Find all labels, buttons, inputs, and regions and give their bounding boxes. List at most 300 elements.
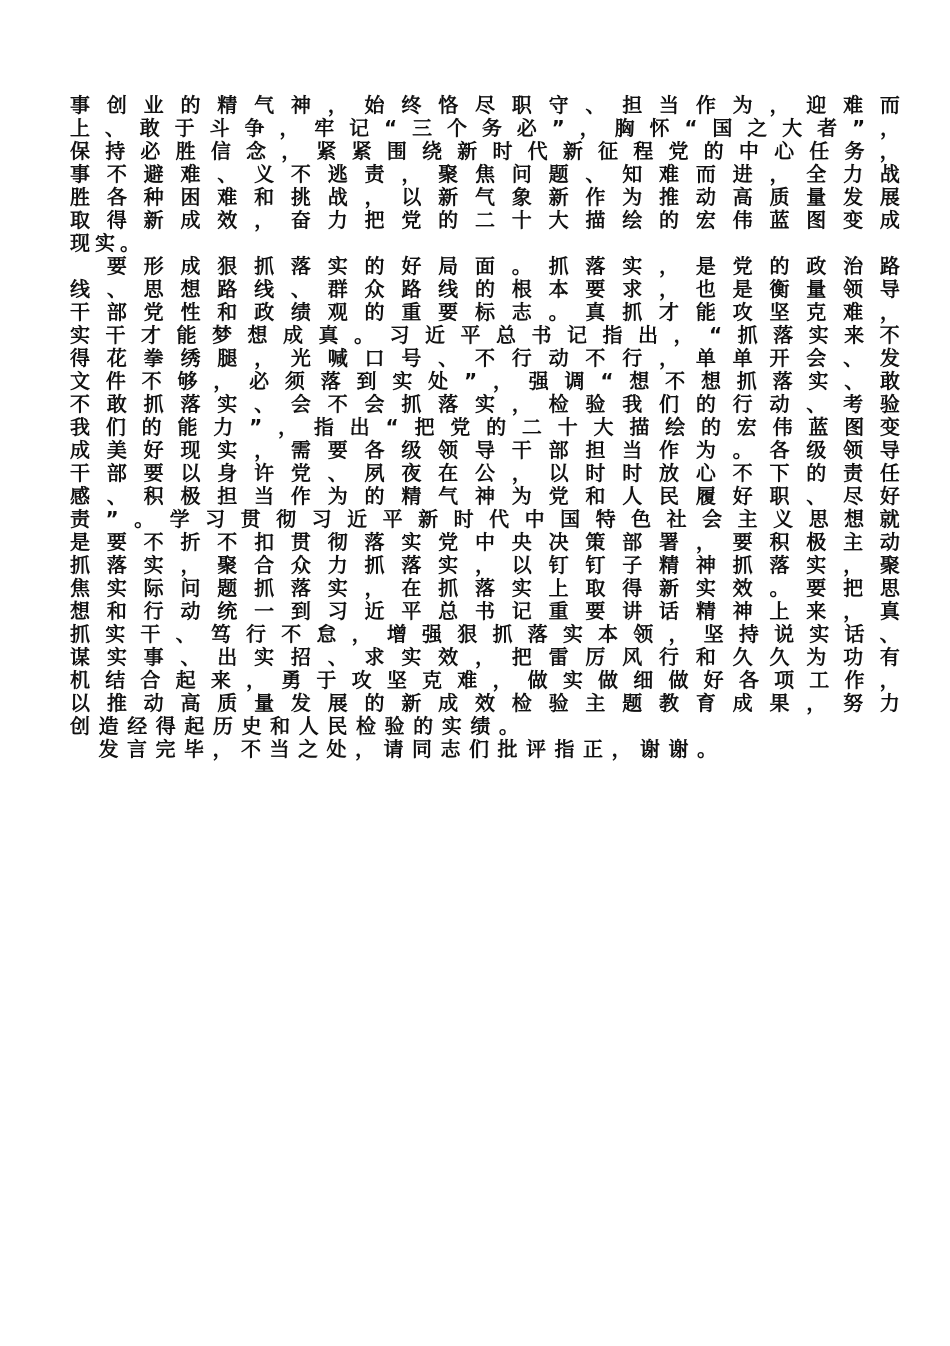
text-glyph: 造: [98, 714, 119, 738]
text-glyph: 导: [474, 438, 495, 462]
text-glyph: 各: [106, 185, 127, 209]
text-glyph: 新: [418, 507, 439, 531]
text-glyph: 好: [732, 484, 753, 508]
text-glyph: 主: [585, 691, 606, 715]
text-glyph: 落: [364, 530, 385, 554]
text-line: [70, 554, 900, 577]
text-glyph: 行: [622, 346, 643, 370]
text-glyph: 高: [180, 691, 201, 715]
text-glyph: 近: [347, 507, 368, 531]
text-glyph: 发: [290, 691, 311, 715]
text-glyph: 、: [327, 645, 348, 669]
text-glyph: 才: [659, 300, 679, 324]
text-glyph: 贯: [290, 530, 311, 554]
text-glyph: 领: [843, 277, 864, 301]
text-glyph: 以: [70, 691, 90, 715]
text-glyph: 际: [143, 576, 164, 600]
text-glyph: 要: [732, 530, 753, 554]
text-glyph: 象: [511, 185, 532, 209]
text-glyph: 件: [105, 369, 126, 393]
text-glyph: 神: [474, 484, 495, 508]
text-glyph: 放: [659, 461, 679, 485]
text-glyph: 创: [106, 93, 127, 117]
text-line: [70, 117, 900, 140]
text-line: [70, 416, 900, 439]
text-glyph: 实: [441, 714, 462, 738]
text-glyph: 争: [244, 116, 265, 140]
text-glyph: 动: [879, 530, 900, 554]
text-glyph: 上: [70, 116, 90, 140]
text-glyph: ，: [879, 300, 900, 324]
text-glyph: 履: [695, 484, 716, 508]
text-line: [70, 140, 900, 163]
text-glyph: 把: [511, 645, 532, 669]
text-glyph: 喊: [327, 346, 348, 370]
text-glyph: 成: [180, 208, 201, 232]
text-glyph: 实: [106, 645, 127, 669]
text-glyph: 当: [269, 737, 290, 761]
text-glyph: 行: [511, 346, 532, 370]
text-glyph: 、: [290, 277, 311, 301]
text-glyph: 部: [622, 530, 643, 554]
text-glyph: 不: [241, 737, 261, 761]
text-glyph: 坚: [386, 668, 407, 692]
text-glyph: ，: [843, 599, 864, 623]
text-glyph: 功: [843, 645, 864, 669]
text-glyph: 想: [844, 507, 865, 531]
text-glyph: 史: [241, 714, 262, 738]
text-glyph: 人: [622, 484, 643, 508]
text-glyph: 图: [806, 208, 827, 232]
text-glyph: 想: [629, 369, 650, 393]
text-glyph: 单: [695, 346, 716, 370]
text-glyph: 上: [548, 576, 569, 600]
text-glyph: 务: [844, 139, 865, 163]
text-glyph: 梦: [212, 323, 232, 347]
text-glyph: 为: [806, 645, 827, 669]
text-glyph: 起: [175, 668, 196, 692]
text-glyph: 精: [401, 484, 422, 508]
text-glyph: 量: [806, 185, 827, 209]
text-glyph: 央: [511, 530, 532, 554]
text-glyph: 敢: [139, 116, 160, 140]
text-glyph: 之: [747, 116, 768, 140]
text-glyph: 中: [738, 139, 759, 163]
text-glyph: 为: [622, 185, 643, 209]
text-glyph: 来: [210, 668, 231, 692]
text-glyph: 请: [383, 737, 404, 761]
text-glyph: 实: [474, 392, 495, 416]
text-glyph: 干: [70, 300, 90, 324]
text-glyph: 各: [738, 668, 759, 692]
text-glyph: 要: [438, 300, 459, 324]
text-line: [70, 715, 900, 738]
text-glyph: 做: [527, 668, 548, 692]
text-glyph: 抓: [622, 300, 643, 324]
text-glyph: ，: [659, 254, 679, 278]
text-glyph: 够: [177, 369, 198, 393]
text-glyph: 十: [511, 208, 532, 232]
text-glyph: 指: [313, 415, 334, 439]
text-glyph: 众: [290, 553, 311, 577]
text-glyph: 谋: [70, 645, 90, 669]
text-glyph: 成: [180, 254, 201, 278]
text-glyph: 抓: [737, 323, 758, 347]
text-glyph: 机: [70, 668, 90, 692]
text-line: [70, 324, 900, 347]
text-glyph: 处: [326, 737, 347, 761]
text-glyph: 不: [665, 369, 686, 393]
text-glyph: ，: [769, 93, 790, 117]
text-glyph: 描: [629, 415, 650, 439]
text-glyph: 落: [773, 323, 794, 347]
text-glyph: 斗: [209, 116, 230, 140]
text-glyph: 党: [438, 530, 459, 554]
text-glyph: 观: [327, 300, 348, 324]
text-glyph: 不: [141, 369, 162, 393]
text-glyph: 而: [879, 93, 900, 117]
text-glyph: 伟: [732, 208, 753, 232]
text-glyph: 成: [732, 691, 753, 715]
text-glyph: 力: [213, 415, 234, 439]
text-glyph: 们: [469, 737, 489, 761]
text-glyph: 真: [585, 300, 606, 324]
text-glyph: 把: [843, 576, 864, 600]
text-glyph: 署: [659, 530, 679, 554]
text-glyph: 、: [438, 346, 459, 370]
text-glyph: 毕: [184, 737, 204, 761]
text-glyph: 是: [70, 530, 90, 554]
text-line: [70, 738, 900, 761]
text-glyph: 合: [254, 553, 275, 577]
text-line: [70, 577, 900, 600]
text-glyph: 的: [769, 254, 790, 278]
text-glyph: [70, 255, 90, 278]
text-glyph: 以: [401, 185, 422, 209]
text-glyph: 党: [290, 461, 311, 485]
text-glyph: 的: [474, 277, 495, 301]
text-line: [70, 669, 900, 692]
text-glyph: 平: [382, 507, 403, 531]
text-glyph: 、: [104, 116, 125, 140]
text-glyph: 事: [70, 93, 90, 117]
text-glyph: 的: [700, 415, 721, 439]
text-glyph: 力: [327, 208, 348, 232]
text-glyph: 路: [217, 277, 238, 301]
text-glyph: ，: [364, 185, 385, 209]
text-glyph: ”: [105, 507, 119, 531]
text-glyph: 的: [364, 254, 385, 278]
text-glyph: 困: [180, 185, 201, 209]
text-glyph: 狠: [457, 622, 478, 646]
text-glyph: 、: [327, 461, 348, 485]
text-glyph: 主: [843, 530, 864, 554]
text-glyph: 、: [217, 162, 238, 186]
text-glyph: 绩: [470, 714, 491, 738]
text-glyph: 动: [143, 691, 164, 715]
text-glyph: 想: [180, 277, 201, 301]
text-glyph: 群: [327, 277, 348, 301]
text-glyph: 部: [548, 438, 569, 462]
text-glyph: ，: [611, 737, 632, 761]
text-glyph: 色: [631, 507, 652, 531]
text-glyph: 不: [732, 461, 753, 485]
text-glyph: 动: [769, 392, 790, 416]
text-glyph: 的: [703, 139, 724, 163]
text-glyph: 记: [349, 116, 370, 140]
text-glyph: 效: [732, 576, 753, 600]
text-glyph: 任: [809, 139, 830, 163]
text-glyph: 发: [843, 185, 864, 209]
text-glyph: 尽: [843, 484, 864, 508]
text-glyph: 根: [511, 277, 532, 301]
text-glyph: 的: [364, 691, 385, 715]
text-glyph: 党: [143, 300, 164, 324]
text-glyph: 和: [106, 599, 127, 623]
text-glyph: 面: [474, 254, 495, 278]
text-glyph: 要: [106, 530, 127, 554]
text-glyph: 雷: [548, 645, 569, 669]
text-glyph: ”: [463, 369, 478, 393]
text-glyph: 战: [327, 185, 348, 209]
text-glyph: 在: [401, 576, 422, 600]
text-glyph: 三: [412, 116, 433, 140]
text-glyph: 担: [217, 484, 238, 508]
text-glyph: 焦: [474, 162, 495, 186]
text-glyph: 描: [585, 208, 606, 232]
text-glyph: ，: [579, 116, 600, 140]
text-glyph: “: [709, 323, 723, 347]
text-glyph: 出: [638, 323, 658, 347]
text-glyph: 强: [422, 622, 443, 646]
text-glyph: 的: [695, 392, 716, 416]
text-glyph: 抓: [492, 622, 513, 646]
text-glyph: 指: [554, 737, 575, 761]
text-glyph: 问: [511, 162, 532, 186]
text-glyph: 作: [585, 185, 606, 209]
text-glyph: 行: [732, 392, 753, 416]
text-glyph: 也: [695, 277, 716, 301]
text-glyph: 干: [105, 323, 126, 347]
text-glyph: 重: [548, 599, 569, 623]
text-glyph: 文: [70, 369, 90, 393]
text-glyph: 者: [817, 116, 838, 140]
text-glyph: 思: [808, 507, 829, 531]
text-glyph: 本: [598, 622, 619, 646]
text-glyph: 不: [474, 346, 495, 370]
text-glyph: 恪: [438, 93, 459, 117]
text-glyph: 克: [422, 668, 443, 692]
text-glyph: 务: [481, 116, 502, 140]
text-glyph: 取: [585, 576, 606, 600]
text-glyph: 大: [782, 116, 803, 140]
text-glyph: 落: [772, 369, 793, 393]
text-glyph: 领: [438, 438, 459, 462]
text-line: [70, 347, 900, 370]
text-glyph: 在: [438, 461, 459, 485]
text-line: [70, 508, 900, 531]
text-glyph: 而: [695, 162, 716, 186]
text-glyph: 民: [327, 714, 348, 738]
text-glyph: 大: [548, 208, 569, 232]
text-glyph: 干: [140, 622, 161, 646]
text-glyph: 神: [695, 553, 716, 577]
text-glyph: 、: [180, 645, 201, 669]
text-glyph: 单: [732, 346, 753, 370]
text-glyph: 真: [879, 599, 900, 623]
text-glyph: 要: [143, 461, 164, 485]
text-glyph: 能: [176, 323, 197, 347]
text-glyph: 路: [401, 277, 422, 301]
text-glyph: 抓: [364, 553, 385, 577]
text-glyph: 。: [769, 576, 790, 600]
text-glyph: 腿: [217, 346, 238, 370]
text-glyph: 绩: [290, 300, 311, 324]
text-glyph: ，: [511, 461, 532, 485]
text-glyph: 的: [180, 93, 201, 117]
text-glyph: 实: [106, 576, 127, 600]
text-glyph: 招: [290, 645, 311, 669]
text-glyph: 线: [70, 277, 90, 301]
text-glyph: 绕: [422, 139, 443, 163]
text-glyph: 拳: [143, 346, 164, 370]
text-glyph: 习: [389, 323, 410, 347]
text-glyph: 极: [180, 484, 201, 508]
text-glyph: “: [684, 116, 698, 140]
text-glyph: 干: [511, 438, 532, 462]
text-glyph: 谢: [640, 737, 660, 761]
text-glyph: 。: [120, 231, 140, 255]
text-glyph: 需: [290, 438, 311, 462]
text-glyph: 实: [105, 622, 126, 646]
text-glyph: 到: [356, 369, 377, 393]
text-glyph: 育: [695, 691, 716, 715]
text-glyph: 当: [659, 93, 679, 117]
text-glyph: 领: [633, 622, 654, 646]
text-glyph: 项: [774, 668, 795, 692]
text-glyph: 导: [879, 438, 900, 462]
text-glyph: 抓: [143, 392, 164, 416]
text-glyph: 部: [106, 461, 127, 485]
text-glyph: 评: [526, 737, 546, 761]
text-glyph: 作: [695, 93, 716, 117]
text-glyph: 不: [70, 392, 90, 416]
text-glyph: 以: [511, 553, 532, 577]
text-glyph: 政: [254, 300, 275, 324]
text-glyph: 下: [769, 461, 790, 485]
text-glyph: 实: [695, 576, 716, 600]
text-glyph: 会: [364, 392, 385, 416]
text-glyph: 、: [879, 622, 900, 646]
text-glyph: 当: [622, 438, 643, 462]
text-glyph: ，: [213, 369, 234, 393]
text-glyph: 验: [548, 691, 569, 715]
text-glyph: 气: [254, 93, 275, 117]
text-glyph: 推: [106, 691, 127, 715]
text-glyph: 决: [548, 530, 569, 554]
text-glyph: 考: [843, 392, 864, 416]
text-glyph: 实: [327, 576, 348, 600]
text-glyph: 不: [281, 622, 302, 646]
text-glyph: 奋: [290, 208, 311, 232]
text-glyph: 国: [560, 507, 581, 531]
text-glyph: 新: [562, 139, 583, 163]
text-glyph: 起: [184, 714, 205, 738]
text-glyph: 新: [457, 139, 478, 163]
text-glyph: 。: [134, 507, 155, 531]
text-glyph: 细: [633, 668, 654, 692]
text-glyph: 落: [527, 622, 548, 646]
text-glyph: 新: [438, 185, 459, 209]
text-glyph: 紧: [316, 139, 337, 163]
text-glyph: 绘: [665, 415, 686, 439]
text-glyph: 近: [425, 323, 445, 347]
text-glyph: 问: [180, 576, 201, 600]
text-glyph: 言: [127, 737, 147, 761]
text-glyph: 志: [511, 300, 532, 324]
text-glyph: 须: [284, 369, 305, 393]
text-glyph: 实: [809, 622, 830, 646]
text-glyph: 夜: [401, 461, 422, 485]
text-glyph: 新: [548, 185, 569, 209]
text-glyph: 和: [254, 185, 275, 209]
text-glyph: 绘: [622, 208, 643, 232]
text-glyph: 来: [844, 323, 865, 347]
text-glyph: 个: [446, 116, 467, 140]
text-glyph: ，: [401, 162, 422, 186]
text-glyph: 始: [364, 93, 385, 117]
text-glyph: 领: [843, 438, 864, 462]
text-glyph: 展: [327, 691, 348, 715]
text-glyph: 中: [474, 530, 495, 554]
text-glyph: 出: [349, 415, 370, 439]
text-glyph: 检: [355, 714, 376, 738]
text-glyph: 号: [401, 346, 422, 370]
text-glyph: 久: [769, 645, 790, 669]
text-glyph: 想: [247, 323, 268, 347]
text-glyph: 的: [806, 461, 827, 485]
text-glyph: 新: [659, 576, 679, 600]
text-glyph: 气: [474, 185, 495, 209]
text-glyph: 彻: [327, 530, 348, 554]
text-glyph: 果: [769, 691, 790, 715]
text-glyph: 会: [290, 392, 311, 416]
text-glyph: 习: [205, 507, 226, 531]
text-glyph: 展: [879, 185, 900, 209]
text-glyph: 贯: [240, 507, 261, 531]
text-glyph: 创: [70, 714, 90, 738]
text-glyph: 时: [453, 507, 474, 531]
text-glyph: 们: [659, 392, 679, 416]
text-glyph: 平: [401, 599, 422, 623]
text-glyph: 好: [703, 668, 724, 692]
text-glyph: 总: [496, 323, 516, 347]
text-glyph: 党: [732, 254, 753, 278]
text-glyph: ，: [492, 369, 513, 393]
text-glyph: 行: [246, 622, 267, 646]
text-glyph: 。: [498, 714, 519, 738]
text-glyph: 和: [695, 645, 716, 669]
text-line: [70, 163, 900, 186]
text-glyph: 我: [70, 415, 90, 439]
text-glyph: 为: [511, 484, 532, 508]
text-glyph: “: [385, 415, 399, 439]
text-glyph: 出: [217, 645, 238, 669]
text-glyph: 实: [95, 231, 115, 255]
text-glyph: 大: [593, 415, 614, 439]
text-glyph: 批: [497, 737, 518, 761]
text-glyph: 实: [70, 323, 90, 347]
